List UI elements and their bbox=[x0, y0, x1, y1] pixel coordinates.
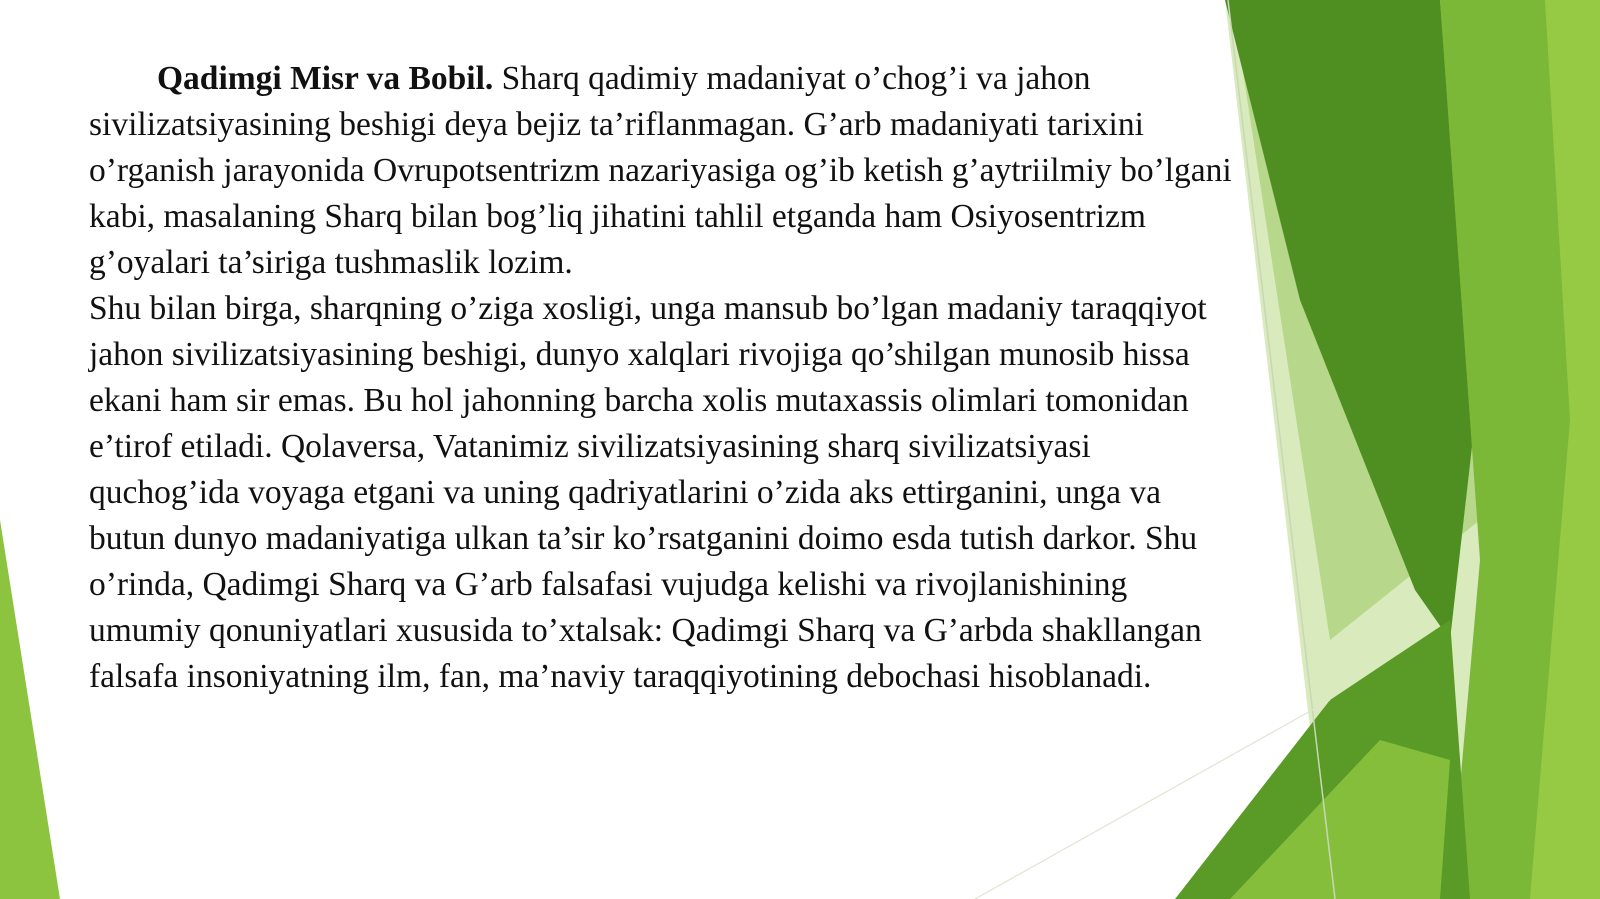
paragraph-2-text: Shu bilan birga, sharqning o’ziga xosligi, unga mansub bo’lgan madaniy taraqqiyot jahon sivilizatsiyasining beshigi, dunyo xalqlari rivojiga qo’shilgan munosib hissa ekani ham sir emas. Bu hol jahonning barcha xolis mutaxassis olimlari tomonidan e’tirof etiladi. Qolaversa, Vatanimiz sivilizatsiyasining sharq sivilizatsiyasi quchog’ida voyaga etgani va uning qadriyatlarini o’zida aks ettirganini, unga va butun dunyo madaniyatiga ulkan ta’sir ko’rsatganini doimo esda tutish darkor. Shu o’rinda, Qadimgi Sharq va G’arb falsafasi vujudga kelishi va rivojlanishining umumiy qonuniyatlari xususida to’xtalsak: Qadimgi Sharq va G’arbda shakllangan falsafa insoniyatning ilm, fan, ma’naviy taraqqiyotining debochasi hisoblanadi. bbox=[89, 290, 1207, 695]
paragraph-1-text: Sharq qadimiy madaniyat o’chog’i va jahon sivilizatsiyasining beshigi deya bejiz ta’riflanmagan. G’arb madaniyati tarixini o’rganish jarayonida Ovrupotsentrizm nazariyasiga og’ib ketish g’aytriilmiy bo’lgani kabi, masalaning Sharq bilan bog’liq jihatini tahlil etganda ham Osiyosentrizm g’oyalari ta’siriga tushmaslik lozim. bbox=[89, 60, 1232, 281]
paragraph-lead-heading: Qadimgi Misr va Bobil. bbox=[157, 60, 494, 97]
left-green-sliver bbox=[0, 520, 60, 899]
paragraph-1 bbox=[89, 56, 1239, 286]
paragraph-2 bbox=[89, 286, 1239, 700]
body-text bbox=[89, 56, 1239, 700]
